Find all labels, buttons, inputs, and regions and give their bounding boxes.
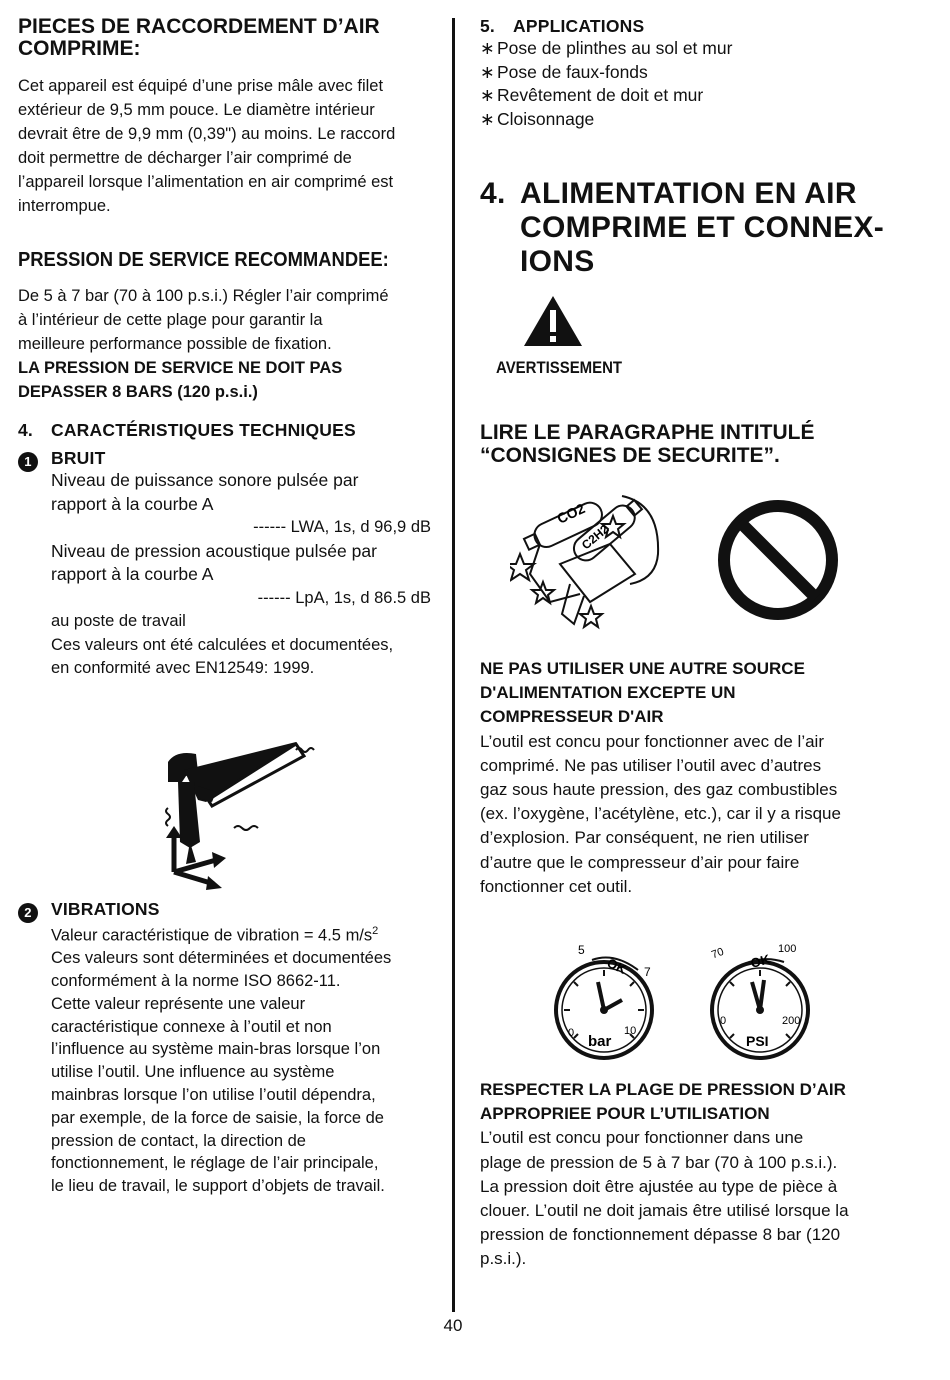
text-line: fonctionner cet outil. (480, 876, 633, 896)
warning-heading-line: COMPRESSEUR D'AIR (480, 707, 664, 727)
section-number: 4. (480, 177, 506, 210)
pressure-range-block (480, 1078, 900, 1272)
heading-line: COMPRIME: (18, 37, 141, 60)
text-line: De 5 à 7 bar (70 à 100 p.s.i.) Régler l’air comprimé (18, 287, 389, 305)
text-line: à l’intérieur de cette plage pour garantir la (18, 311, 323, 329)
gauge-unit-label: PSI (746, 1033, 769, 1049)
gauge-min-label: 0 (568, 1027, 575, 1039)
warning-heading-line: D'ALIMENTATION EXCEPTE UN (480, 683, 736, 703)
vibration-value-line (51, 920, 451, 947)
gauge-ok-label: OK (604, 955, 629, 977)
warning-heading-line: RESPECTER LA PLAGE DE PRESSION D’AIR (480, 1080, 846, 1099)
pressure-warning-line: DEPASSER 8 BARS (120 p.s.i.) (18, 383, 258, 401)
text-line: clouer. L’outil ne doit jamais être utilisé lorsque la (480, 1201, 849, 1221)
text-line: Ces valeurs sont déterminées et documentées (51, 949, 392, 968)
heading-line: LIRE LE PARAGRAPHE INTITULÉ (480, 421, 815, 444)
text-line: (ex. l’oxygène, l’acétylène, etc.), car il y a risque (480, 804, 841, 824)
noise-pressure-value: ------ LpA, 1s, d 86.5 dB (257, 588, 431, 607)
list-item (480, 84, 732, 108)
gauge-high-label: 7 (644, 965, 651, 979)
vibration-value: Valeur caractéristique de vibration = 4.5 m/s (51, 926, 373, 945)
text-line: d’explosion. Par conséquent, ne rien utiliser (480, 828, 809, 848)
gauge-min-label: 0 (720, 1015, 727, 1027)
text-line: fonctionnement, le réglage de l’air principale, (51, 1154, 379, 1173)
title-line: ALIMENTATION EN AIR (520, 177, 857, 210)
noise-title: BRUIT (51, 448, 106, 468)
noise-details (51, 469, 431, 681)
vibration-title: VIBRATIONS (51, 899, 160, 919)
applications-list (480, 37, 732, 131)
bullet-icon: ∗ (480, 38, 495, 58)
number-one-icon: 1 (18, 452, 38, 472)
read-safety-heading (480, 421, 814, 467)
gauge-max-label: 10 (624, 1025, 637, 1037)
text-line: Niveau de pression acoustique pulsée par (51, 540, 377, 561)
gauge-unit-label: bar (588, 1033, 612, 1050)
gauge-low-label: 5 (578, 943, 585, 957)
prohibited-icon (716, 498, 840, 622)
text-line: au poste de travail (51, 612, 186, 630)
text-line: comprimé. Ne pas utiliser l’outil avec d’autres (480, 755, 822, 775)
text-line: rapport à la courbe A (51, 564, 214, 584)
text-line: mainbras lorsque l’on utilise l’outil dépendra, (51, 1086, 376, 1105)
vibration-heading (18, 898, 160, 923)
bar-gauge-icon (552, 940, 672, 1068)
text-line: d’autre que le compresseur d’air pour faire (480, 852, 800, 872)
list-item-label: Cloisonnage (497, 108, 595, 129)
text-line: pression de contact, la direction de (51, 1131, 306, 1150)
nailer-vibration-illustration (146, 742, 316, 892)
heading-line: “CONSIGNES DE SECURITE”. (480, 444, 780, 467)
text-line: conformément à la norme ISO 8662-11. (51, 972, 341, 991)
heading-service-pressure: PRESSION DE SERVICE RECOMMANDEE: (18, 249, 389, 271)
bullet-icon: ∗ (480, 85, 495, 105)
text-line: extérieur de 9,5 mm pouce. Le diamètre intérieur (18, 101, 375, 119)
gauge-ok-label: OK (748, 951, 772, 971)
title-lines (520, 177, 884, 279)
text-line: le lieu de travail, le support d’objets de travail. (51, 1177, 385, 1196)
text-line: Cette valeur représente une valeur (51, 994, 306, 1013)
section-technical-specs (18, 419, 356, 442)
title-line: COMPRIME ET CONNEX- (520, 211, 885, 244)
section-applications (480, 15, 644, 38)
heading-line: PIECES DE RACCORDEMENT D’AIR (18, 15, 380, 38)
text-line: devrait être de 9,9 mm (0,39") au moins. Le raccord (18, 125, 396, 143)
psi-gauge-icon (706, 938, 826, 1068)
service-pressure-paragraph (18, 284, 438, 404)
noise-power-value: ------ LWA, 1s, d 96,9 dB (253, 518, 431, 536)
title-line: IONS (520, 245, 595, 278)
air-fittings-paragraph (18, 74, 438, 218)
number-two-icon: 2 (18, 903, 38, 923)
text-line: doit permettre de décharger l’air comprimé de (18, 149, 352, 167)
text-line: Ces valeurs ont été calculées et documentées, (51, 635, 394, 654)
warning-triangle-icon (522, 294, 584, 348)
warning-label: AVERTISSEMENT (496, 358, 623, 377)
text-line: pression de fonctionnement dépasse 8 bar (120 (480, 1225, 841, 1245)
text-line: interrompue. (18, 197, 111, 215)
section-number: 4. (18, 420, 33, 440)
vibration-details (51, 920, 451, 1198)
text-line: rapport à la courbe A (51, 493, 214, 514)
text-line: l’influence au système main-bras lorsque l’on (51, 1040, 381, 1059)
text-line: plage de pression de 5 à 7 bar (70 à 100 p.s.i.). (480, 1152, 838, 1172)
list-item-label: Pose de faux-fonds (497, 61, 648, 82)
text-line: L’outil est concu pour fonctionner avec de l’air (480, 731, 824, 751)
title-row (480, 177, 884, 279)
heading-air-fittings (18, 16, 380, 60)
section-number: 5. (480, 16, 495, 36)
section-title: APPLICATIONS (513, 16, 645, 36)
text-line: La pression doit être ajustée au type de pièce à (480, 1176, 838, 1196)
text-line: par exemple, de la force de saisie, la force de (51, 1108, 384, 1127)
bullet-icon: ∗ (480, 61, 495, 82)
bullet-icon: ∗ (480, 108, 495, 129)
page-number: 40 (443, 1316, 463, 1335)
gauge-high-label: 100 (778, 943, 797, 955)
gas-cylinders-illustration (510, 484, 670, 634)
noise-heading (18, 447, 105, 472)
text-line: utilise l’outil. Une influence au système (51, 1063, 335, 1082)
c2h2-label: C2H2 (578, 521, 612, 553)
column-divider (452, 18, 455, 1312)
text-line: Cet appareil est équipé d’une prise mâle avec filet (18, 77, 384, 95)
warning-heading-line: APPROPRIEE POUR L’UTILISATION (480, 1104, 770, 1124)
warning-heading-line: NE PAS UTILISER UNE AUTRE SOURCE (480, 659, 805, 678)
list-item (480, 37, 732, 61)
list-item (480, 61, 732, 85)
text-line: Niveau de puissance sonore pulsée par (51, 470, 359, 490)
list-item (480, 108, 732, 132)
list-item-label: Pose de plinthes au sol et mur (497, 38, 733, 58)
co2-label: CO2 (554, 500, 588, 527)
section-air-supply-title (480, 177, 884, 279)
text-line: L’outil est concu pour fonctionner dans une (480, 1128, 804, 1148)
gas-warning-block (480, 657, 900, 899)
pressure-warning-line: LA PRESSION DE SERVICE NE DOIT PAS (18, 359, 343, 377)
gauge-max-label: 200 (782, 1015, 801, 1027)
text-line: en conformité avec EN12549: 1999. (51, 659, 315, 677)
text-line: l’appareil lorsque l’alimentation en air comprimé est (18, 173, 394, 191)
list-item-label: Revêtement de doit et mur (497, 85, 704, 105)
text-line: gaz sous haute pression, des gaz combustibles (480, 780, 838, 800)
gauge-low-label: 70 (709, 945, 726, 962)
text-line: meilleure performance possible de fixation. (18, 335, 332, 353)
text-line: caractéristique connexe à l’outil et non (51, 1017, 332, 1036)
section-title: CARACTÉRISTIQUES TECHNIQUES (51, 420, 356, 440)
superscript: 2 (372, 925, 379, 937)
text-line: p.s.i.). (480, 1249, 527, 1269)
